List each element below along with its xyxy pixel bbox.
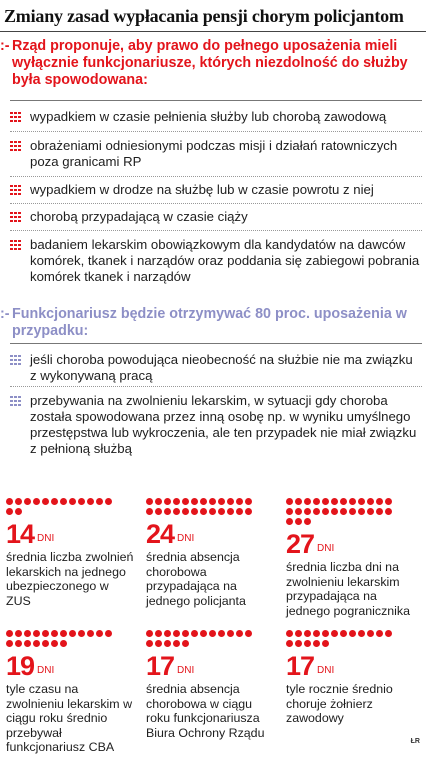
day-dot <box>6 498 13 505</box>
divider <box>10 203 422 204</box>
day-dot <box>385 630 392 637</box>
stat-text: średnia absencja chorobowa w ciągu roku funkcjonariusza Biura Ochrony Rządu <box>146 682 265 740</box>
day-dot <box>376 630 383 637</box>
day-dot <box>173 640 180 647</box>
day-dot <box>173 498 180 505</box>
grid-bullet-icon <box>10 185 21 195</box>
day-dot <box>304 630 311 637</box>
grid-bullet-icon <box>10 112 21 122</box>
day-dot <box>15 508 22 515</box>
divider <box>10 230 422 231</box>
divider <box>10 100 422 101</box>
day-dot <box>24 498 31 505</box>
day-dot <box>182 640 189 647</box>
day-dot <box>96 498 103 505</box>
day-dot <box>322 640 329 647</box>
day-dot <box>164 640 171 647</box>
day-dot <box>173 630 180 637</box>
day-dot <box>15 640 22 647</box>
day-dot <box>304 508 311 515</box>
day-dot <box>60 498 67 505</box>
day-dot <box>227 508 234 515</box>
day-dot <box>191 630 198 637</box>
day-dot <box>146 640 153 647</box>
page-title: Zmiany zasad wypłacania pensji chorym policjantom <box>4 6 404 26</box>
day-dot <box>155 640 162 647</box>
list-item-text: wypadkiem w drodze na służbę lub w czasie powrotu z niej <box>30 182 374 197</box>
day-dot <box>376 508 383 515</box>
day-dot <box>24 640 31 647</box>
day-dot <box>33 498 40 505</box>
day-dot <box>96 630 103 637</box>
day-dot <box>331 508 338 515</box>
day-dots <box>146 498 276 515</box>
day-dot <box>295 508 302 515</box>
day-dot <box>322 498 329 505</box>
list-item-text: chorobą przypadającą w czasie ciąży <box>30 209 248 224</box>
day-dot <box>87 630 94 637</box>
grid-bullet-icon <box>10 240 21 250</box>
day-dot <box>87 498 94 505</box>
day-dot <box>385 508 392 515</box>
stat-text: średnia liczba zwolnień lekarskich na jednego ubezpieczonego w ZUS <box>6 550 134 608</box>
day-dot <box>313 508 320 515</box>
day-dot <box>42 640 49 647</box>
stat-police <box>146 498 276 608</box>
divider <box>10 131 422 132</box>
day-dot <box>105 498 112 505</box>
day-dot <box>60 630 67 637</box>
day-dot <box>164 508 171 515</box>
day-dot <box>358 498 365 505</box>
day-dots <box>286 498 416 525</box>
day-dot <box>105 630 112 637</box>
day-dot <box>78 630 85 637</box>
day-dot <box>33 640 40 647</box>
list-item-text: obrażeniami odniesionymi podczas misji i działań ratowniczych poza granicami RP <box>30 138 398 169</box>
day-dot <box>236 630 243 637</box>
day-dot <box>236 508 243 515</box>
day-dot <box>286 518 293 525</box>
day-dot <box>78 498 85 505</box>
day-dot <box>340 630 347 637</box>
stat-number: 27 DNI <box>286 529 335 559</box>
day-dot <box>227 630 234 637</box>
day-dot <box>358 630 365 637</box>
day-dot <box>182 508 189 515</box>
day-dot <box>191 498 198 505</box>
day-dot <box>33 630 40 637</box>
day-dot <box>304 640 311 647</box>
stat-text: średnia absencja chorobowa przypadająca na jednego policjanta <box>146 550 246 608</box>
day-dot <box>200 508 207 515</box>
day-dot <box>60 640 67 647</box>
day-dot <box>367 630 374 637</box>
day-dot <box>69 498 76 505</box>
arrow-icon: :- <box>0 306 10 322</box>
stat-text: tyle rocznie średnio choruje żołnierz zawodowy <box>286 682 393 725</box>
arrow-icon: :- <box>0 38 10 54</box>
day-dot <box>295 640 302 647</box>
list-item-text: jeśli choroba powodująca nieobecność na służbie nie ma związku z wykonywaną pracą <box>30 352 413 383</box>
day-dot <box>182 630 189 637</box>
title-divider <box>0 31 426 32</box>
day-dot <box>24 630 31 637</box>
day-dot <box>358 508 365 515</box>
day-dot <box>322 508 329 515</box>
stat-number: 19 DNI <box>6 651 55 681</box>
day-dot <box>218 508 225 515</box>
grid-bullet-icon <box>10 141 21 151</box>
day-dot <box>218 498 225 505</box>
day-dot <box>146 508 153 515</box>
divider <box>10 176 422 177</box>
day-dot <box>51 630 58 637</box>
day-dot <box>146 498 153 505</box>
stat-bor <box>146 630 276 740</box>
day-dot <box>209 630 216 637</box>
day-dot <box>6 640 13 647</box>
day-dot <box>245 508 252 515</box>
day-dot <box>331 630 338 637</box>
list-item <box>30 138 420 170</box>
day-dot <box>227 498 234 505</box>
day-dot <box>69 630 76 637</box>
section2-heading-text: Funkcjonariusz będzie otrzymywać 80 proc. uposażenia w przypadku: <box>12 306 407 339</box>
day-dot <box>209 508 216 515</box>
day-dot <box>340 498 347 505</box>
day-dot <box>155 498 162 505</box>
section1-heading <box>0 38 420 89</box>
section2-heading <box>0 306 420 340</box>
day-dot <box>295 518 302 525</box>
day-dots <box>6 630 136 647</box>
day-dot <box>295 498 302 505</box>
day-dot <box>349 630 356 637</box>
day-dot <box>6 630 13 637</box>
day-dot <box>286 508 293 515</box>
day-dot <box>376 498 383 505</box>
stat-zus <box>6 498 136 608</box>
day-dot <box>367 508 374 515</box>
list-item-text: przebywania na zwolnieniu lekarskim, w sytuacji gdy choroba została spowodowana przez inną osobę np. w wyniku umyślnego przestępstwa lub wykroczenia, ale ten przypadek nie miał związku z pełnioną służbą <box>30 393 417 456</box>
list-item-text: wypadkiem w czasie pełnienia służby lub chorobą zawodową <box>30 109 387 124</box>
day-dot <box>200 498 207 505</box>
author-credit: ŁR <box>410 738 420 745</box>
day-dots <box>6 498 136 515</box>
list-item <box>30 393 420 457</box>
day-dot <box>331 498 338 505</box>
day-dot <box>349 498 356 505</box>
list-item-text: badaniem lekarskim obowiązkowym dla kandydatów na dawców komórek, tkanek i narządów oraz poddania się zabiegowi pobrania komórek tkanek i narządów <box>30 237 420 284</box>
divider <box>10 386 422 387</box>
day-dots <box>146 630 276 647</box>
day-dot <box>313 630 320 637</box>
day-dot <box>245 498 252 505</box>
stat-number: 17 DNI <box>146 651 195 681</box>
day-dot <box>236 498 243 505</box>
day-dot <box>6 508 13 515</box>
day-dot <box>313 498 320 505</box>
day-dot <box>42 498 49 505</box>
grid-bullet-icon <box>10 396 21 406</box>
day-dot <box>385 498 392 505</box>
stat-text: średnia liczba dni na zwolnieniu lekarskim przypadająca na jednego pogranicznika <box>286 560 410 618</box>
day-dot <box>304 498 311 505</box>
grid-bullet-icon <box>10 355 21 365</box>
day-dot <box>191 508 198 515</box>
stat-text: tyle czasu na zwolnieniu lekarskim w ciągu roku średnio przebywał funkcjonariusz CBA <box>6 682 133 754</box>
list-item <box>30 352 420 384</box>
day-dot <box>367 498 374 505</box>
grid-bullet-icon <box>10 212 21 222</box>
day-dot <box>155 630 162 637</box>
day-dot <box>146 630 153 637</box>
list-item <box>30 182 420 198</box>
stat-number: 17 DNI <box>286 651 335 681</box>
list-item <box>30 109 420 125</box>
day-dot <box>286 498 293 505</box>
stat-number: 14 DNI <box>6 519 55 549</box>
day-dot <box>182 498 189 505</box>
day-dot <box>286 640 293 647</box>
list-item <box>30 209 420 225</box>
day-dot <box>209 498 216 505</box>
stat-number: 24 DNI <box>146 519 195 549</box>
day-dot <box>15 630 22 637</box>
day-dot <box>164 498 171 505</box>
day-dot <box>200 630 207 637</box>
day-dot <box>322 630 329 637</box>
day-dot <box>349 508 356 515</box>
day-dot <box>218 630 225 637</box>
day-dot <box>295 630 302 637</box>
day-dot <box>286 630 293 637</box>
stat-border-guard <box>286 498 416 618</box>
stat-cba <box>6 630 136 755</box>
day-dots <box>286 630 416 647</box>
day-dot <box>173 508 180 515</box>
day-dot <box>164 630 171 637</box>
day-dot <box>304 518 311 525</box>
day-dot <box>245 630 252 637</box>
day-dot <box>313 640 320 647</box>
divider <box>10 343 422 344</box>
day-dot <box>42 630 49 637</box>
section1-heading-text: Rząd proponuje, aby prawo do pełnego uposażenia mieli wyłącznie funkcjonariusze, których niezdolność do służby była spowodowana: <box>12 38 408 88</box>
stat-soldier <box>286 630 416 726</box>
day-dot <box>15 498 22 505</box>
list-item <box>30 237 420 285</box>
day-dot <box>51 640 58 647</box>
day-dot <box>340 508 347 515</box>
day-dot <box>51 498 58 505</box>
day-dot <box>155 508 162 515</box>
